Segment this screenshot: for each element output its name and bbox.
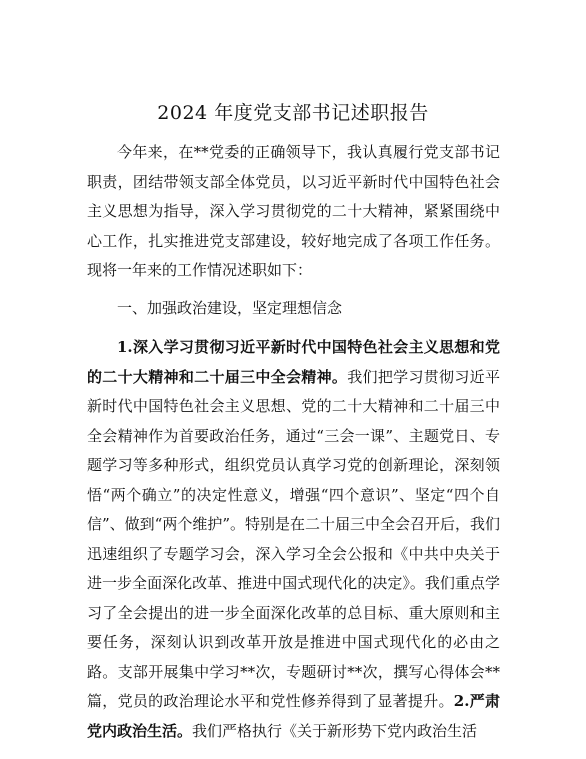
- intro-paragraph: 今年来，在**党委的正确领导下，我认真履行党支部书记职责，团结带领支部全体党员，以习近平新时代中国特色社会主义思想为指导，深入学习贯彻党的二十大精神，紧紧围绕中心工作，扎实推进党支部建设，较好地完成了各项工作任务。现将一年来的工作情况述职如下：: [87, 143, 500, 279]
- body-paragraph: [87, 333, 500, 746]
- paragraph-body: 我们严格执行《关于新形势下党内政治生活: [192, 721, 478, 740]
- section-heading: 一、加强政治建设，坚定理想信念: [117, 298, 343, 317]
- document-body: [87, 138, 500, 746]
- paragraph-lead: 1.深入学习贯彻习近平新时代中国特色社会主义思想和党的二十大精神和二十届三中全会精神。: [87, 338, 500, 386]
- document-title: 2024 年度党支部书记述职报告: [157, 102, 429, 124]
- paragraph-lead: 2.严肃党内政治生活。: [87, 692, 500, 740]
- paragraph-body: 我们把学习贯彻习近平新时代中国特色社会主义思想、党的二十大精神和二十届三中全会精神作为首要政治任务，通过“三会一课”、主题党日、专题学习等多种形式，组织党员认真学习党的创新理论，深刻领悟“两个确立”的决定性意义，增强“四个意识”、坚定“四个自信”、做到“两个维护”。特别是在二十届三中全会召开后，我们迅速组织了专题学习会，深入学习全会公报和《中共中央关于进一步全面深化改革、推进中国式现代化的决定》。我们重点学习了全会提出的进一步全面深化改革的总目标、重大原则和主要任务，深刻认识到改革开放是推进中国式现代化的必由之路。支部开展集中学习**次，专题研讨**次，撰写心得体会**篇，党员的政治理论水平和党性修养得到了显著提升。: [87, 367, 501, 710]
